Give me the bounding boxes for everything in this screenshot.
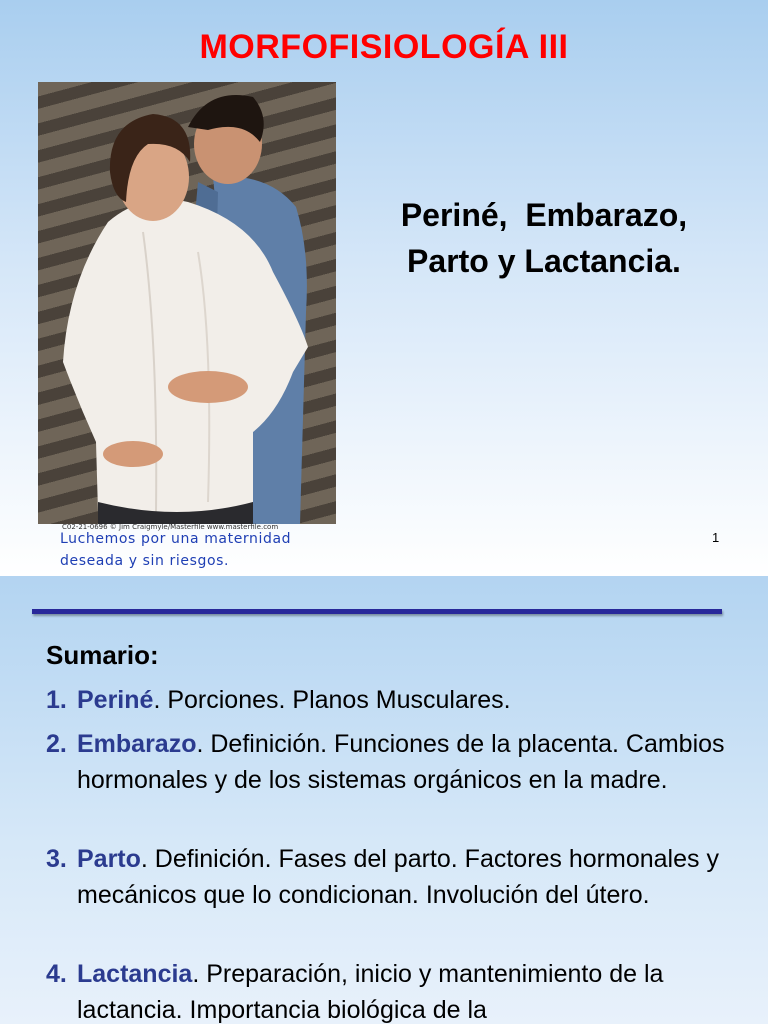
subtitle-line-1: Periné, Embarazo, xyxy=(400,197,688,233)
item-text: . Definición. Fases del parto. Factores hormonales y mecánicos que lo condicionan. Involución del útero. xyxy=(77,845,719,909)
item-keyword: Parto xyxy=(77,845,141,873)
item-keyword: Embarazo xyxy=(77,730,197,758)
caption-line-1: Luchemos por una maternidad xyxy=(60,531,292,547)
slide-subtitle xyxy=(340,192,748,284)
summary-item xyxy=(46,841,746,913)
photo-caption xyxy=(60,528,291,572)
summary-heading: Sumario: xyxy=(46,640,159,670)
subtitle-line-2: Parto y Lactancia. xyxy=(407,243,681,279)
item-keyword: Periné xyxy=(77,686,154,714)
item-number: 4. xyxy=(46,960,67,988)
divider-rule xyxy=(32,609,722,614)
item-text: . Porciones. Planos Musculares. xyxy=(153,686,511,714)
slide-2 xyxy=(0,576,768,1024)
summary-item xyxy=(46,726,746,798)
summary-item xyxy=(46,682,746,718)
summary-item xyxy=(46,956,746,1024)
item-text: . Preparación, inicio y mantenimiento de la lactancia. Importancia biológica de la xyxy=(77,960,664,1024)
item-number: 3. xyxy=(46,845,67,873)
item-number: 1. xyxy=(46,686,67,714)
caption-line-2: deseada y sin riesgos. xyxy=(60,553,230,569)
item-text: . Definición. Funciones de la placenta. Cambios hormonales y de los sistemas orgánicos en la madre. xyxy=(77,730,725,794)
photo-credit: C02-21-0696 © Jim Craigmyle/Masterfile www.masterfile.com xyxy=(62,523,279,531)
couple-photo xyxy=(38,82,336,524)
couple-illustration xyxy=(38,82,336,524)
slide-title: MORFOFISIOLOGÍA III xyxy=(199,28,569,66)
item-keyword: Lactancia xyxy=(77,960,193,988)
page-number: 1 xyxy=(712,530,720,545)
item-number: 2. xyxy=(46,730,67,758)
